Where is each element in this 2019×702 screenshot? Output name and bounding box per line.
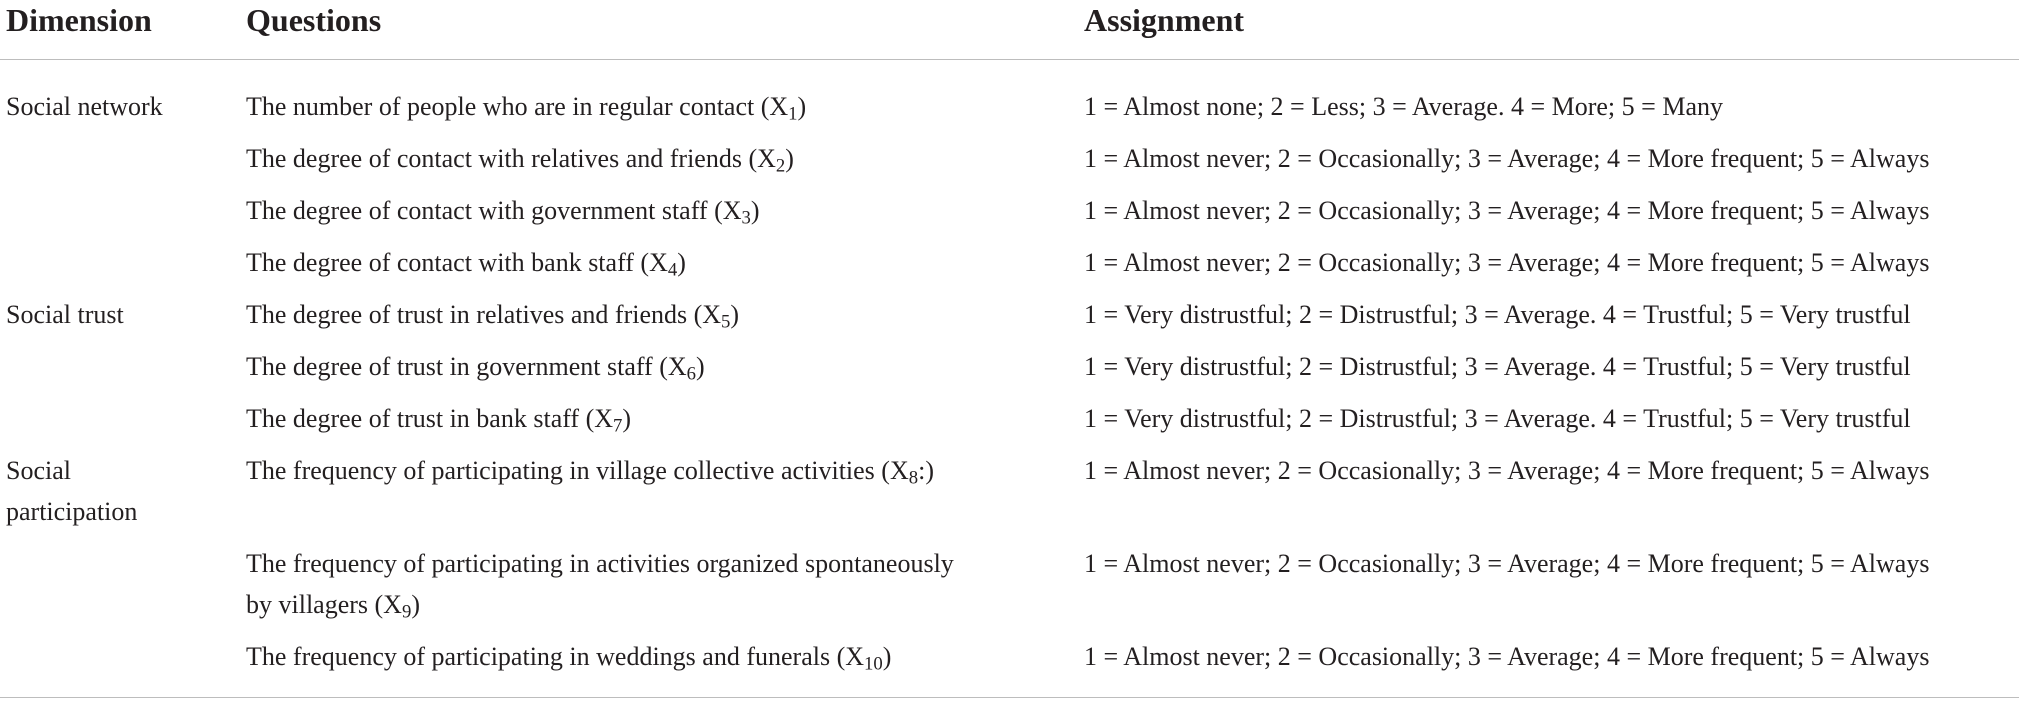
question-text: The degree of contact with bank staff (X [246, 248, 668, 277]
header-assignment: Assignment [1084, 2, 1245, 38]
question-subscript: 8 [908, 467, 919, 489]
assignment-cell: 1 = Almost never; 2 = Occasionally; 3 = Average; 4 = More frequent; 5 = Always [1084, 248, 1930, 277]
question-line [246, 584, 954, 625]
assignment-cell: 1 = Very distrustful; 2 = Distrustful; 3 = Average. 4 = Trustful; 5 = Very trustful [1084, 404, 1911, 433]
question-close: ) [882, 642, 892, 671]
question-close: ) [730, 300, 740, 329]
assignment-cell: 1 = Very distrustful; 2 = Distrustful; 3 = Average. 4 = Trustful; 5 = Very trustful [1084, 352, 1911, 381]
assignment-cell: 1 = Almost never; 2 = Occasionally; 3 = Average; 4 = More frequent; 5 = Always [1084, 196, 1930, 225]
question-cell [246, 450, 934, 491]
assignment-cell: 1 = Almost never; 2 = Occasionally; 3 = Average; 4 = More frequent; 5 = Always [1084, 456, 1930, 485]
question-cell [246, 398, 631, 439]
dimension-cell: Social network [6, 92, 163, 121]
question-close: ) [622, 404, 632, 433]
question-cell [246, 636, 891, 677]
question-close: ) [797, 92, 807, 121]
question-subscript: 4 [667, 259, 678, 281]
assignment-cell: 1 = Very distrustful; 2 = Distrustful; 3 = Average. 4 = Trustful; 5 = Very trustful [1084, 300, 1911, 329]
question-cell [246, 543, 954, 625]
question-subscript: 10 [864, 653, 883, 675]
question-subscript: 1 [788, 103, 798, 125]
question-text: The frequency of participating in weddings and funerals (X [246, 642, 865, 671]
question-text: by villagers (X [246, 590, 402, 619]
header-questions: Questions [246, 2, 382, 38]
question-close: ) [411, 590, 420, 619]
question-text: The degree of trust in relatives and friends (X [246, 300, 722, 329]
question-line: The frequency of participating in activities organized spontaneously [246, 549, 954, 578]
question-text: The frequency of participating in village collective activities (X [246, 456, 909, 485]
question-cell [246, 346, 705, 387]
assignment-cell: 1 = Almost none; 2 = Less; 3 = Average. 4 = More; 5 = Many [1084, 92, 1723, 121]
question-text: The degree of contact with government staff (X [246, 196, 742, 225]
dimension-cell [6, 450, 137, 532]
question-close: ) [677, 248, 686, 277]
bottom-rule [0, 697, 2019, 698]
question-subscript: 3 [741, 207, 751, 229]
question-cell [246, 138, 794, 179]
header-dimension: Dimension [6, 2, 152, 38]
question-cell [246, 190, 760, 231]
question-subscript: 5 [721, 311, 731, 333]
question-text: The degree of contact with relatives and friends (X [246, 144, 776, 173]
question-subscript: 7 [613, 415, 623, 437]
dimension-cell: Social trust [6, 300, 124, 329]
dimension-line: participation [6, 497, 138, 526]
question-cell [246, 86, 806, 127]
question-text: The number of people who are in regular contact (X [246, 92, 789, 121]
question-close: :) [918, 456, 934, 485]
question-cell [246, 242, 686, 283]
header-rule [0, 59, 2019, 60]
question-subscript: 6 [686, 363, 697, 385]
question-text: The degree of trust in bank staff (X [246, 404, 614, 433]
question-subscript: 9 [401, 601, 412, 623]
question-text: The degree of trust in government staff (X [246, 352, 687, 381]
question-cell [246, 294, 739, 335]
question-close: ) [696, 352, 705, 381]
question-subscript: 2 [775, 155, 786, 177]
assignment-cell: 1 = Almost never; 2 = Occasionally; 3 = Average; 4 = More frequent; 5 = Always [1084, 144, 1930, 173]
question-close: ) [785, 144, 794, 173]
question-close: ) [750, 196, 760, 225]
assignment-cell: 1 = Almost never; 2 = Occasionally; 3 = Average; 4 = More frequent; 5 = Always [1084, 642, 1930, 671]
assignment-cell: 1 = Almost never; 2 = Occasionally; 3 = Average; 4 = More frequent; 5 = Always [1084, 549, 1930, 578]
dimension-line: Social [6, 456, 71, 485]
